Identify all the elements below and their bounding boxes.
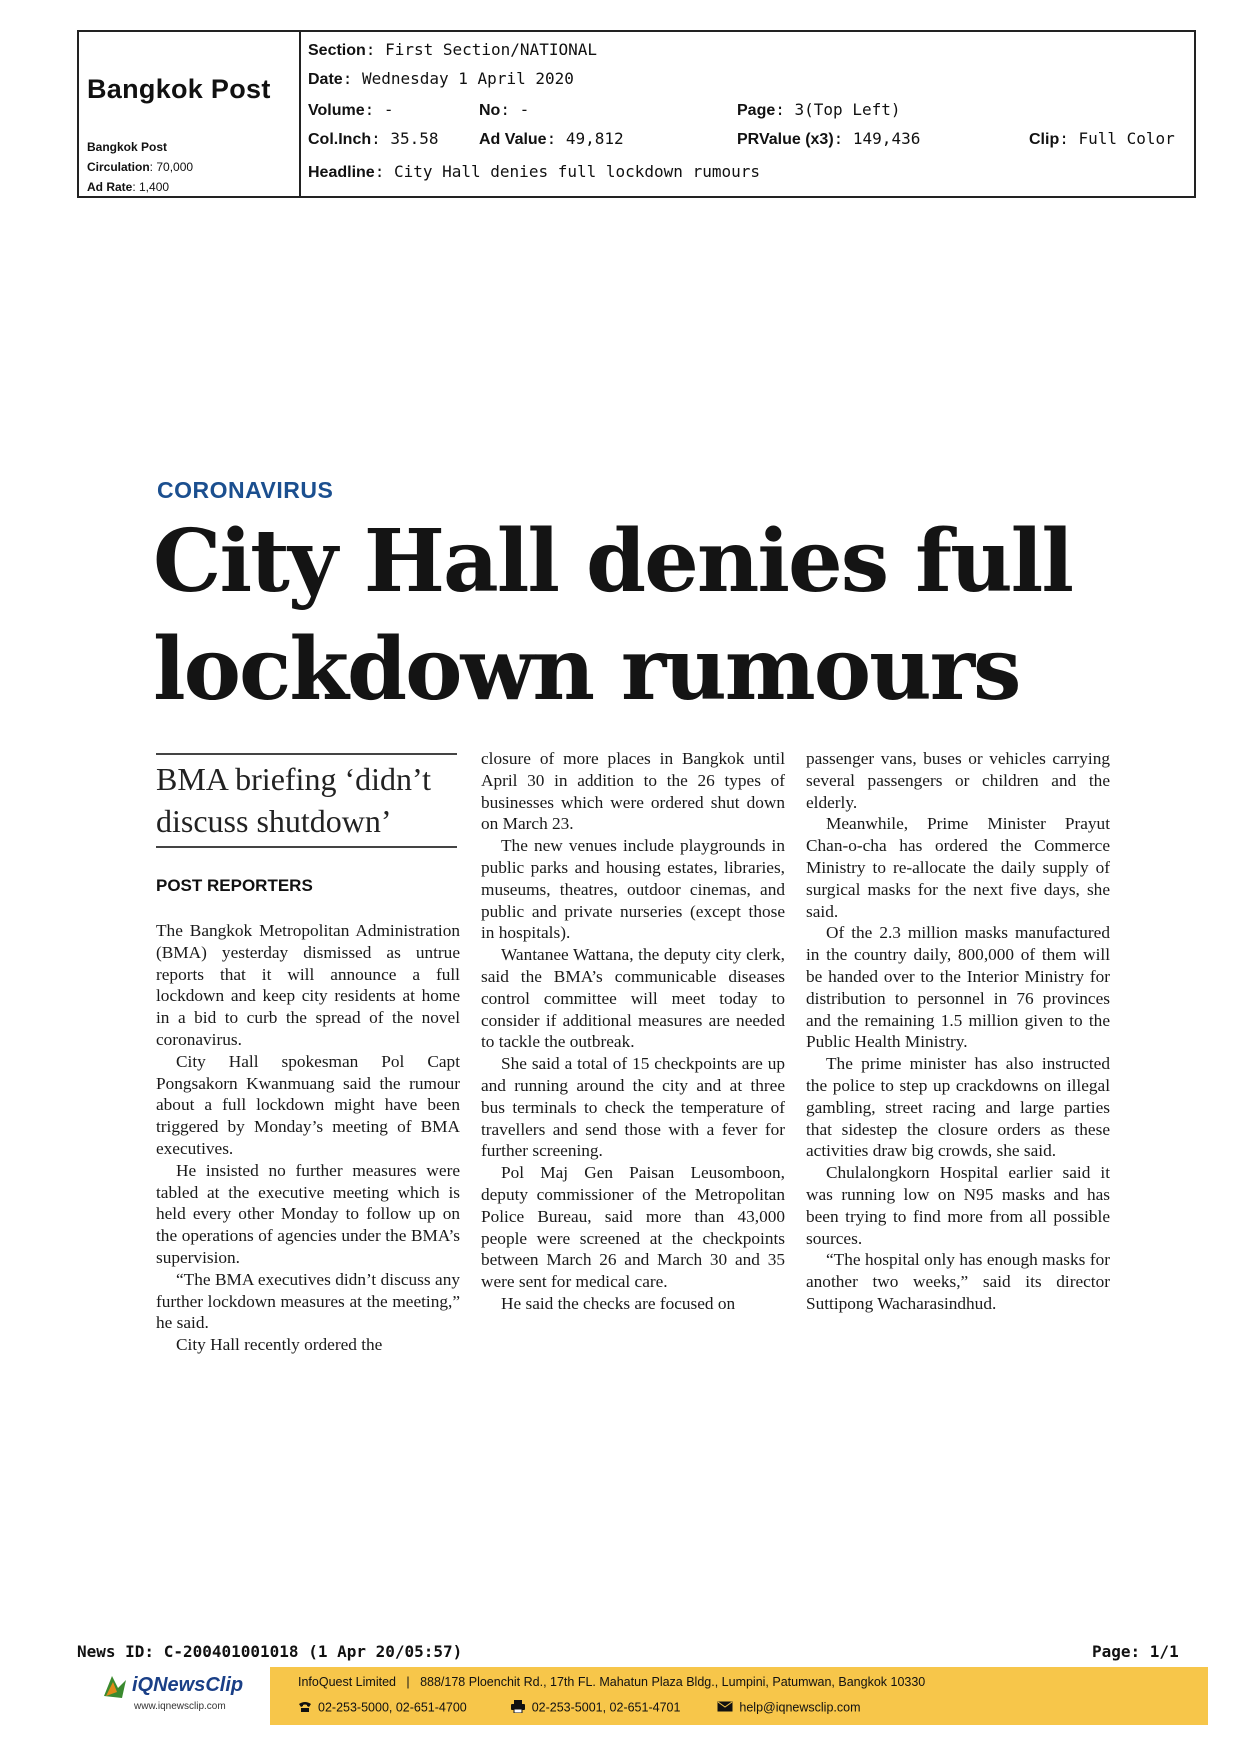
paragraph: She said a total of 15 checkpoints are up and running around the city and at three bus terminals to check the temperature of travellers and send those with a fever for further screening. xyxy=(481,1054,785,1161)
date-field: Date: Wednesday 1 April 2020 xyxy=(308,69,574,88)
paragraph: He said the checks are focused on xyxy=(501,1293,736,1313)
section-field: Section: First Section/NATIONAL xyxy=(308,40,597,59)
footer-contact-line xyxy=(298,1700,860,1716)
fax-numbers: 02-253-5001, 02-651-4701 xyxy=(531,1700,681,1715)
ad-value-field: Ad Value: 49,812 xyxy=(479,129,624,148)
volume-field: Volume: - xyxy=(308,100,394,119)
page-field: Page: 3(Top Left) xyxy=(737,100,901,119)
paragraph: The prime minister has also instructed the police to step up crackdowns on illegal gambling, street racing and large parties that sidestep the closure orders as these activities draw big crowds, she said. xyxy=(806,1054,1110,1161)
paragraph: Wantanee Wattana, the deputy city clerk, said the BMA’s communicable diseases control committee will meet today to consider if additional measures are needed to tackle the outbreak. xyxy=(481,945,785,1052)
publication-name-small: Bangkok Post xyxy=(87,140,168,154)
fax-icon xyxy=(510,1700,526,1716)
paragraph: City Hall recently ordered the xyxy=(176,1335,383,1355)
clipping-header xyxy=(77,30,1196,198)
subhead-top-rule xyxy=(156,753,457,755)
paragraph: The new venues include playgrounds in public parks and housing estates, libraries, museums, theatres, outdoor cinemas, and public and private nurseries (except those in hospitals). xyxy=(481,836,785,943)
paragraph: He insisted no further measures were tabled at the executive meeting which is held every other Monday to follow up on the operations of agencies under the BMA’s supervision. xyxy=(156,1160,460,1267)
company-address: 888/178 Ploenchit Rd., 17th FL. Mahatun Plaza Bldg., Lumpini, Patumwan, Bangkok 10330 xyxy=(420,1675,926,1689)
article-headline: City Hall denies full lockdown rumours xyxy=(153,511,1072,720)
footer-address-line: InfoQuest Limited | 888/178 Ploenchit Rd., 17th FL. Mahatun Plaza Bldg., Lumpini, Patumwan, Bangkok 10330 xyxy=(298,1675,926,1689)
paragraph: The Bangkok Metropolitan Administration (BMA) yesterday dismissed as untrue reports that it will announce a full lockdown and keep city residents at home in a bid to curb the spread of the novel coronavirus. xyxy=(156,921,460,1049)
paragraph: Chulalongkorn Hospital earlier said it was running low on N95 masks and has been trying to find more from all possible sources. xyxy=(806,1163,1110,1248)
paragraph: “The BMA executives didn’t discuss any further lockdown measures at the meeting,” he said. xyxy=(156,1269,460,1333)
paragraph: closure of more places in Bangkok until April 30 in addition to the 26 types of businesses which were ordered shut down on March 23. xyxy=(481,749,785,834)
news-id: News ID: C-200401001018 (1 Apr 20/05:57) xyxy=(77,1642,463,1661)
paragraph: City Hall spokesman Pol Capt Pongsakorn Kwanmuang said the rumour about a full lockdown might have been triggered by Monday’s meeting of BMA executives. xyxy=(156,1051,460,1158)
page-number: Page: 1/1 xyxy=(1092,1642,1179,1661)
article-column-2 xyxy=(481,748,785,1315)
paragraph: Of the 2.3 million masks manufactured in the country daily, 800,000 of them will be handed over to the Interior Ministry for distribution to personnel in 76 provinces and the remaining 1.5 million given to the Public Health Ministry. xyxy=(806,923,1110,1052)
headline-field: Headline: City Hall denies full lockdown rumours xyxy=(308,162,760,181)
article-byline: POST REPORTERS xyxy=(156,876,313,895)
col-inch-field: Col.Inch: 35.58 xyxy=(308,129,439,148)
ad-rate: Ad Rate: 1,400 xyxy=(87,180,170,194)
paragraph: “The hospital only has enough masks for another two weeks,” said its director Suttipong Wacharasindhud. xyxy=(806,1250,1110,1313)
logo-mark-icon xyxy=(100,1672,130,1702)
pr-value-field: PRValue (x3): 149,436 xyxy=(737,129,921,148)
article-column-1 xyxy=(156,920,460,1356)
subhead-bottom-rule xyxy=(156,846,457,848)
email-address[interactable]: help@iqnewsclip.com xyxy=(739,1700,861,1715)
article-column-3 xyxy=(806,748,1110,1315)
publication-name: Bangkok Post xyxy=(87,74,271,104)
paragraph: Meanwhile, Prime Minister Prayut Chan-o-cha has ordered the Commerce Ministry to re-allocate the daily supply of surgical masks for the next five days, she said. xyxy=(806,814,1110,921)
phone-numbers: 02-253-5000, 02-651-4700 xyxy=(318,1700,467,1715)
circulation: Circulation: 70,000 xyxy=(87,160,194,174)
publication-panel xyxy=(79,32,301,196)
company-name: InfoQuest Limited xyxy=(298,1675,396,1689)
paragraph: passenger vans, buses or vehicles carrying several passengers or children and the elderly. xyxy=(806,749,1110,812)
clip-field: Clip: Full Color xyxy=(1029,129,1175,148)
email-icon xyxy=(717,1701,733,1715)
paragraph: Pol Maj Gen Paisan Leusomboon, deputy commissioner of the Metropolitan Police Bureau, said more than 43,000 people were screened at the checkpoints between March 26 and March 30 and 35 were sent for medical care. xyxy=(481,1163,785,1292)
article-subhead: BMA briefing ‘didn’t discuss shutdown’ xyxy=(156,761,431,839)
article-kicker: CORONAVIRUS xyxy=(157,477,334,503)
logo-url: www.iqnewsclip.com xyxy=(134,1701,226,1712)
phone-icon xyxy=(298,1701,312,1716)
footer-contact-band xyxy=(270,1667,1208,1725)
logo-text: iQNewsClip xyxy=(132,1674,244,1696)
iqnewsclip-logo[interactable] xyxy=(100,1670,250,1722)
number-field: No: - xyxy=(479,100,530,119)
